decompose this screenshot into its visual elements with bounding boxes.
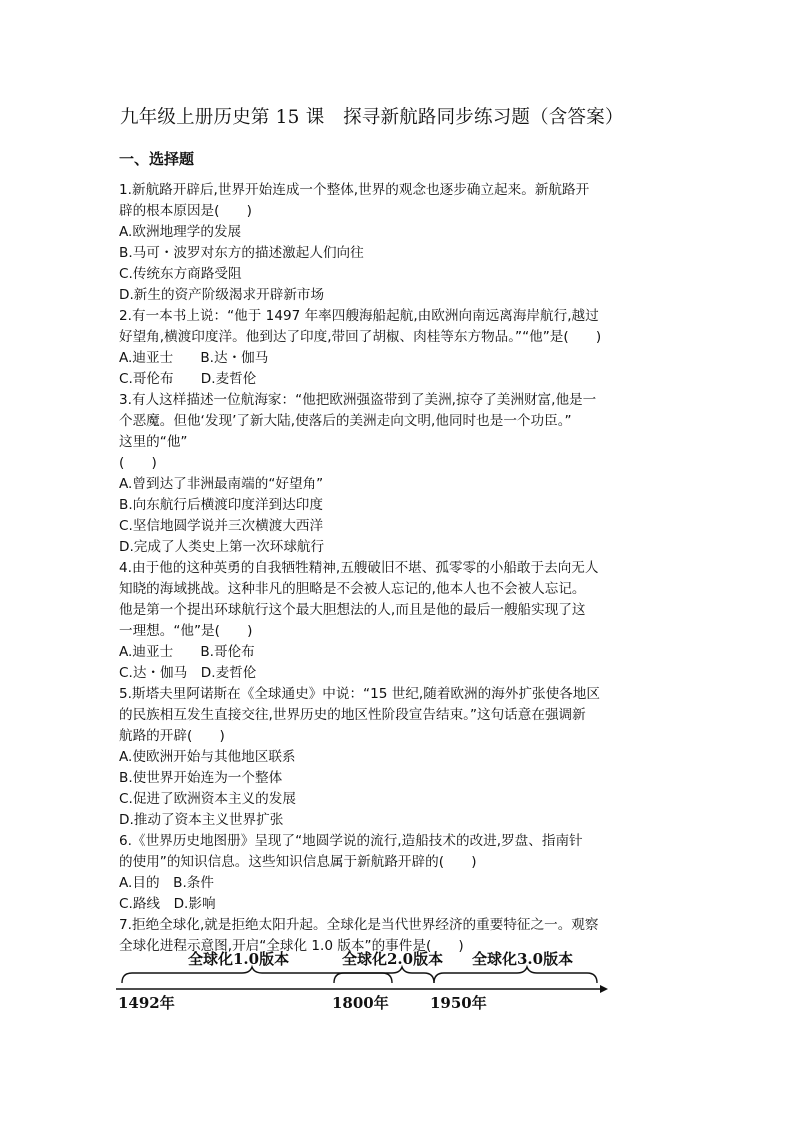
text-line: 辟的根本原因是( ) — [119, 203, 252, 219]
page-title: 九年级上册历史第 15 课 探寻新航路同步练习题（含答案） — [120, 107, 624, 128]
answer-option: A.迪亚士 B.哥伦布 — [119, 644, 255, 660]
text-line: 知晓的海域挑战。这种非凡的胆略是不会被人忘记的,他本人也不会被人忘记。 — [119, 581, 586, 597]
text-line: 他是第一个提出环球航行这个最大胆想法的人,而且是他的最后一艘船实现了这 — [119, 602, 586, 618]
timeline-label: 全球化3.0版本 — [472, 950, 574, 968]
timeline-brace — [122, 967, 392, 983]
text-line: 的民族相互发生直接交往,世界历史的地区性阶段宣告结束。”这句话意在强调新 — [119, 707, 586, 723]
timeline-year: 1950年 — [430, 994, 487, 1012]
text-line: 个恶魔。但他‘发现’了新大陆,使落后的美洲走向文明,他同时也是一个功臣。” — [119, 413, 572, 429]
timeline-year: 1492年 — [118, 994, 175, 1012]
answer-option: C.传统东方商路受阻 — [119, 266, 242, 282]
timeline-brace — [334, 967, 434, 983]
text-line: 的使用”的知识信息。这些知识信息属于新航路开辟的( ) — [119, 854, 477, 870]
answer-option: D.推动了资本主义世界扩张 — [119, 812, 284, 828]
section-heading: 一、选择题 — [119, 150, 195, 168]
answer-option: A.迪亚士 B.达・伽马 — [119, 350, 269, 366]
text-line: 航路的开辟( ) — [119, 728, 225, 744]
globalization-timeline — [112, 945, 612, 1015]
timeline-label: 全球化1.0版本 — [188, 950, 290, 968]
answer-option: C.路线 D.影响 — [119, 896, 216, 912]
answer-option: A.目的 B.条件 — [119, 875, 214, 891]
answer-option: A.使欧洲开始与其他地区联系 — [119, 749, 296, 765]
text-line: 全球化进程示意图,开启“全球化 1.0 版本”的事件是( ) — [119, 938, 464, 954]
answer-option: A.曾到达了非洲最南端的“好望角” — [119, 476, 324, 492]
text-line: 6.《世界历史地图册》呈现了“地圆学说的流行,造船技术的改进,罗盘、指南针 — [119, 833, 583, 849]
text-line: 一理想。“他”是( ) — [119, 623, 253, 639]
answer-option: B.向东航行后横渡印度洋到达印度 — [119, 497, 323, 513]
text-line: 好望角,横渡印度洋。他到达了印度,带回了胡椒、肉桂等东方物品。”“他”是( ) — [119, 329, 602, 345]
text-line: 2.有一本书上说：“他于 1497 年率四艘海船起航,由欧洲向南远离海岸航行,越过 — [119, 308, 599, 324]
answer-option: C.促进了欧洲资本主义的发展 — [119, 791, 296, 807]
answer-option: B.马可・波罗对东方的描述激起人们向往 — [119, 245, 364, 261]
answer-option: D.完成了人类史上第一次环球航行 — [119, 539, 325, 555]
timeline-arrow — [600, 985, 608, 993]
timeline-label: 全球化2.0版本 — [342, 950, 444, 968]
text-line: 4.由于他的这种英勇的自我牺牲精神,五艘破旧不堪、孤零零的小船敢于去向无人 — [119, 560, 599, 576]
answer-option: B.使世界开始连为一个整体 — [119, 770, 283, 786]
answer-option: C.坚信地圆学说并三次横渡大西洋 — [119, 518, 324, 534]
text-line: 这里的“他” — [119, 434, 188, 450]
answer-option: D.新生的资产阶级渴求开辟新市场 — [119, 287, 325, 303]
question-body — [119, 180, 679, 957]
answer-option: A.欧洲地理学的发展 — [119, 224, 242, 240]
text-line: 5.斯塔夫里阿诺斯在《全球通史》中说：“15 世纪,随着欧洲的海外扩张使各地区 — [119, 686, 600, 702]
answer-option: C.达・伽马 D.麦哲伦 — [119, 665, 257, 681]
text-line: 1.新航路开辟后,世界开始连成一个整体,世界的观念也逐步确立起来。新航路开 — [119, 182, 590, 198]
text-line: 7.拒绝全球化,就是拒绝太阳升起。全球化是当代世界经济的重要特征之一。观察 — [119, 917, 599, 933]
timeline-year: 1800年 — [332, 994, 389, 1012]
text-line: 3.有人这样描述一位航海家：“他把欧洲强盗带到了美洲,掠夺了美洲财富,他是一 — [119, 392, 597, 408]
timeline-brace — [434, 967, 597, 983]
text-line: ( ) — [119, 455, 157, 471]
answer-option: C.哥伦布 D.麦哲伦 — [119, 371, 257, 387]
